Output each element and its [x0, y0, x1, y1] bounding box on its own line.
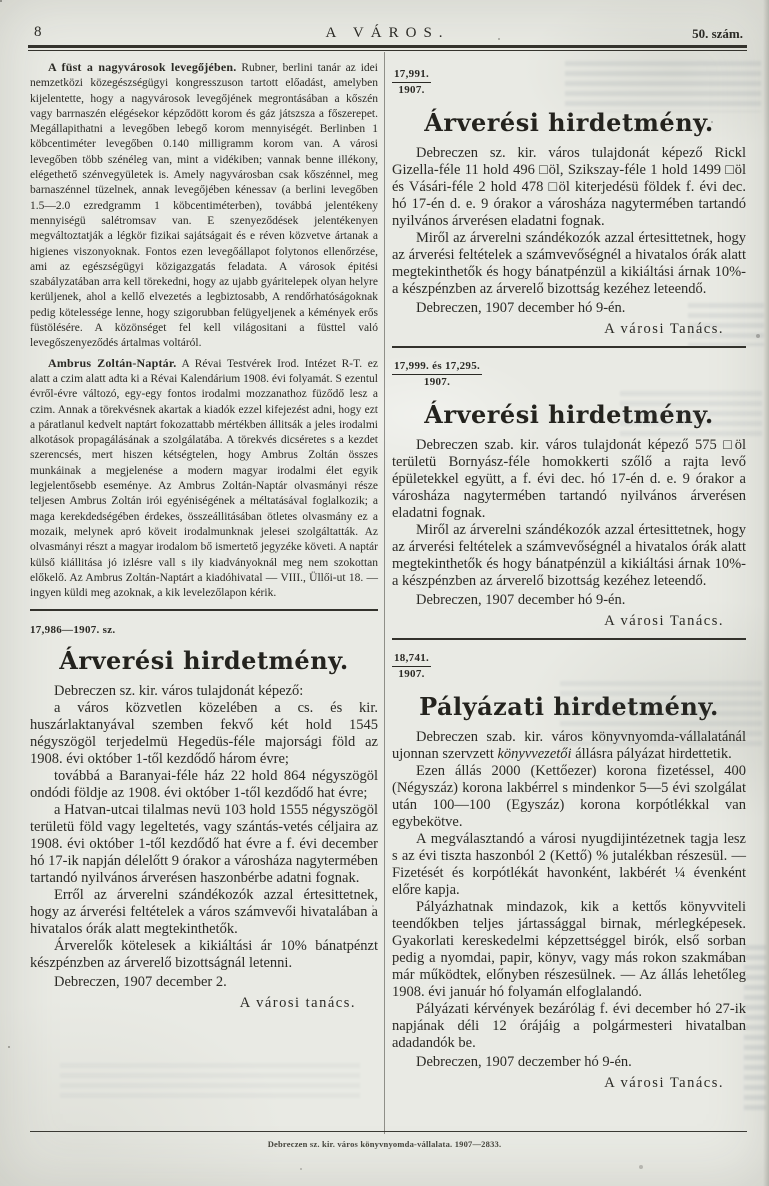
article-body: Rubner, berlini tanár az idei nemzetközi közegészségügyi kongresszuson tartott előadást, amelyben kijelentette, hogy a nagyvárosok levegőjének megrontásában a kőszén vagy barrnaszén elégésekor képződött korom és gáz játszsza a főszerepet. Megállapithatni a levegőben lebegő korom mennyiségét. Berlinben 1 köbcentiméter levegőben 0.140 milligramm korom van. A városi levegőben több szénéleg van, mint a vidékiben; vannak benne illékony, elégethető szénvegyületek is. Amely nagyvárosban csak kőszénnel, meg barnaszénnel tüzelnek, annak levegőjében kénessav (a berlini levegőben 1.5—2.0 ezredgramm 1 köbcentiméterben), továbbá jelentékeny mennyiségü salétromsav van. E szenyeződések jelentékenyen megváltoztatják a légkör fizikai sajátságait és e réven közvetve ártanak a higienes viszonyoknak. Fontos ezen levegőállapot folytonos ellenőrzése, ami az egészségügyi közigazgatás feladata. A városok épitési szabályzatában arra kell törekedni, hogy az ujabb gyáritelepek olyan helyre kerüljenek, ahol a kellő elvezetés a legbiztosabb, A rendőrhatóságoknak pedig kötelessége lenne, hogy szigorubban felügyeljenek a kémények erős füstölésére. A közönséget fel kell világositani a füsttel való levegőszenyeződés ártalmas voltáról. — [30, 62, 378, 350]
notice-paragraph: Erről az árverelni szándékozók azzal értesittetnek, hogy az árverési feltételek a város számvevői hivatalában a hivatalos órák alatt megtekinthetők. — [30, 887, 378, 938]
article-calendar — [30, 356, 378, 602]
notice-text: állásra pályázat hirdettetik. — [571, 746, 732, 762]
column-divider — [384, 52, 385, 1134]
article-lead: A füst a nagyvárosok levegőjében. — [48, 60, 237, 74]
notice-signature: A városi Tanács. — [604, 1075, 724, 1091]
notice-paragraph: Debreczen sz. kir. város tulajdonát képező: — [54, 683, 304, 700]
notice-heading: Pályázati hirdetmény. — [419, 692, 719, 721]
ink-bleed — [744, 940, 766, 1110]
notice-ref — [392, 652, 431, 681]
notice-paragraph: Pályázhatnak mindazok, kik a kettős könyvviteli teendőkben teljes jártassággal birnak, mérlegképesek. Gyakorlati kereskedelmi képzettséggel birók, első sorban pedig a nyomdai, papir, könyv, vagy más rokon szakmában már működtek, előnyben részesülnek. — Az állás lehetőleg 1908. évi január hó folyamán elfoglalandó. — [392, 899, 746, 1000]
scan-edge-shadow — [763, 0, 769, 1186]
article-lead: Ambrus Zoltán-Naptár. — [48, 355, 177, 370]
notice-ref-year: 1907. — [398, 84, 425, 96]
article-body: A Révai Testvérek Irod. Intézet R-T. ez alatt a czim alatt adta ki a Révai Kalendárium 1908. évi folyamát. S ezentul évről-évre változó, egy-egy fontos irodalmi mozzanathoz füződő lesz a czim. Annak a törekvésnek akartak a kiadók ezzel kifejezést adni, hogy ezt a páratlanul kedvelt naptárt fokozattabb mértékben állitsák a jeles irodalmi alkotások propagálásának a szolgálatába. A törekvés dicséretes s a kezdet szerencsés, mert hiszen kétségtelen, hogy Ambrus Zoltán összes munkáinak a megjelenése a modern magyar irodalmi élet egyik legjelentősebb eseménye. Az Ambrus Zoltán-Naptár olvasmányi része teljesen Ambrus Zoltán irói egyéniségének a méltatásával foglalkozik; a maga kerekdedségében érdekes, összeállitásában ötletes olvasmány ez a mozaik, melynek apró köveit irodalmunknak jelesei szolgáltatták. Az olvasmányi részt a magyar irodalom bő ismertető jegyzéke követi. A naptár külső kiállitása jó izlésre vall s ily kiadványoknál meg nem szokottan előkelő. Az Ambrus Zoltán-Naptárt a kiadóhivatal — VIII., Üllői-ut 18. — ingyen küldi meg azoknak, a kik levelezőlapon kérik. — [30, 357, 378, 600]
page-number: 8 — [34, 24, 42, 40]
notice-paragraph: Ezen állás 2000 (Kettőezer) korona fizetéssel, 400 (Négyszáz) korona lakbérrel s mindenkor 5—5 évi szolgálat után 100—100 (Egyszáz) korona korpótlékkal van egybekötve. — [392, 763, 746, 830]
notice-heading: Árverési hirdetmény. — [424, 400, 714, 429]
notice-paragraph — [392, 729, 746, 763]
header-rule — [28, 45, 747, 51]
notice-signature: A városi tanács. — [239, 995, 356, 1012]
ink-bleed — [60, 1058, 360, 1102]
notice-heading: Árverési hirdetmény. — [424, 108, 714, 137]
notice-paragraph: Miről az árverelni szándékozók azzal értesittetnek, hogy az árverési feltételek a számvevőségnél a hivatalos órák alatt megtekinthetők és hogy bánatpénzül a kikiáltási árnak 10%-a készpénzben az árverelő bizottság kezéhez leteendő. — [392, 522, 746, 589]
bottom-rule — [30, 1131, 747, 1132]
page-header — [30, 24, 745, 42]
left-column — [30, 56, 378, 1012]
notice-paragraph: Árverelők kötelesek a kikiáltási ár 10% bánatpénzt készpénzben az árverelő bizottságnál letenni. — [30, 938, 378, 972]
notice-date: Debreczen, 1907 december 2. — [54, 974, 227, 991]
notice-paragraph: Miről az árverelni szándékozók azzal értesittetnek, hogy az árverési feltételek a számvevőségnél a hivatalos órák alatt megtekinthetők és hogy bánatpénzül a kikiáltási árnak 10%-a készpénzben az árverelő bizottság kezéhez leteendő. — [392, 230, 746, 297]
notice-date: Debreczen, 1907 deczember hó 9-én. — [416, 1054, 632, 1070]
notice-signature: A városi Tanács. — [604, 613, 724, 629]
masthead-title: A VÁROS. — [325, 25, 450, 41]
notice-ref: 17,986—1907. sz. — [30, 624, 116, 637]
dust-specks — [0, 0, 2, 2]
notice-ref-number: 17,999. és 17,295. — [392, 360, 482, 375]
notice-paragraph: A megválasztandó a városi nyugdijintézetnek tagja lesz s az évi tiszta haszonból 2 (Kettő) % jutalékban részesül. — Fizetését és korpótlékát havonként, lakbérét ¼ évenként előre kapja. — [392, 831, 746, 898]
notice-paragraph: továbbá a Baranyai-féle ház 22 hold 864 négyszögöl ondódi földje az 1908. évi október 1-től kezdődő hat évre; — [30, 768, 378, 802]
notice-ref-year: 1907. — [398, 668, 425, 680]
notice-paragraph: Debreczen sz. kir. város tulajdonát képező Rickl Gizella-féle 11 hold 496 □öl, Szikszay-féle 1 hold 1499 □öl és Vásári-féle 2 hold 478 □öl kiterjedésü földek f. évi dec. hó 17-én d. e. 9 órakor a városháza nagytermében tartandó nyilvános árverésen eladatni fognak. — [392, 145, 746, 229]
notice-paragraph: a város közvetlen közelében a cs. és kir. huszárlaktanyával szemben fekvő két hold 1545 négyszögöl terjedelmü Hegedüs-féle majorsági föld az 1908. évi október 1-től kezdődő három évre; — [30, 700, 378, 768]
notice-ref-year: 1907. — [423, 376, 451, 388]
section-rule — [30, 609, 378, 611]
notice-heading: Árverési hirdetmény. — [59, 646, 349, 676]
notice-signature: A városi Tanács. — [604, 321, 724, 337]
notice-paragraph: a Hatvan-utcai tilalmas nevü 103 hold 1555 négyszögöl területü föld vagy legeltetés, vagy szántás-vetés céljaira az 1908. évi október 1-től kezdődő hat évre a f. évi december hó 17-ik napján délelőtt 9 órakor a városháza nagytermében tartandó nyilvános árverésen haszonbérbe adatni fognak. — [30, 802, 378, 887]
notice-date: Debreczen, 1907 december hó 9-én. — [416, 300, 626, 316]
notice-ref-number: 17,991. — [392, 68, 431, 83]
notice-paragraph: Pályázati kérvények bezárólag f. évi december hó 27-ik napjának déli 12 órájáig a polgármesteri hivatalban adadandók be. — [392, 1001, 746, 1051]
notice-ref — [392, 68, 431, 97]
notice-date: Debreczen, 1907 december hó 9-én. — [416, 592, 626, 608]
section-rule — [392, 638, 746, 640]
right-column — [392, 56, 746, 1092]
notice-ref-number: 18,741. — [392, 652, 431, 667]
notice-text-italic: könyvvezetői — [497, 746, 572, 762]
notice-paragraph: Debreczen szab. kir. város tulajdonát képező 575 □öl területü Bornyász-féle homokkerti szőlő a rajta levő épületekkel együtt, a f. évi dec. hó 17-én d. e. 9 órakor a városháza nagytermében tartandó nyilvános árverésen eladatni fognak. — [392, 437, 746, 521]
article-smoke — [30, 60, 378, 352]
section-rule — [392, 346, 746, 348]
notice-text: Debreczen szab. kir. város könyvnyomda-vállalatánál ujonnan szervzett — [392, 729, 746, 762]
issue-number: 50. szám. — [692, 26, 743, 41]
notice-ref — [392, 360, 482, 389]
footer-imprint: Debreczen sz. kir. város könyvnyomda-vállalata. 1907—2833. — [267, 1139, 502, 1149]
